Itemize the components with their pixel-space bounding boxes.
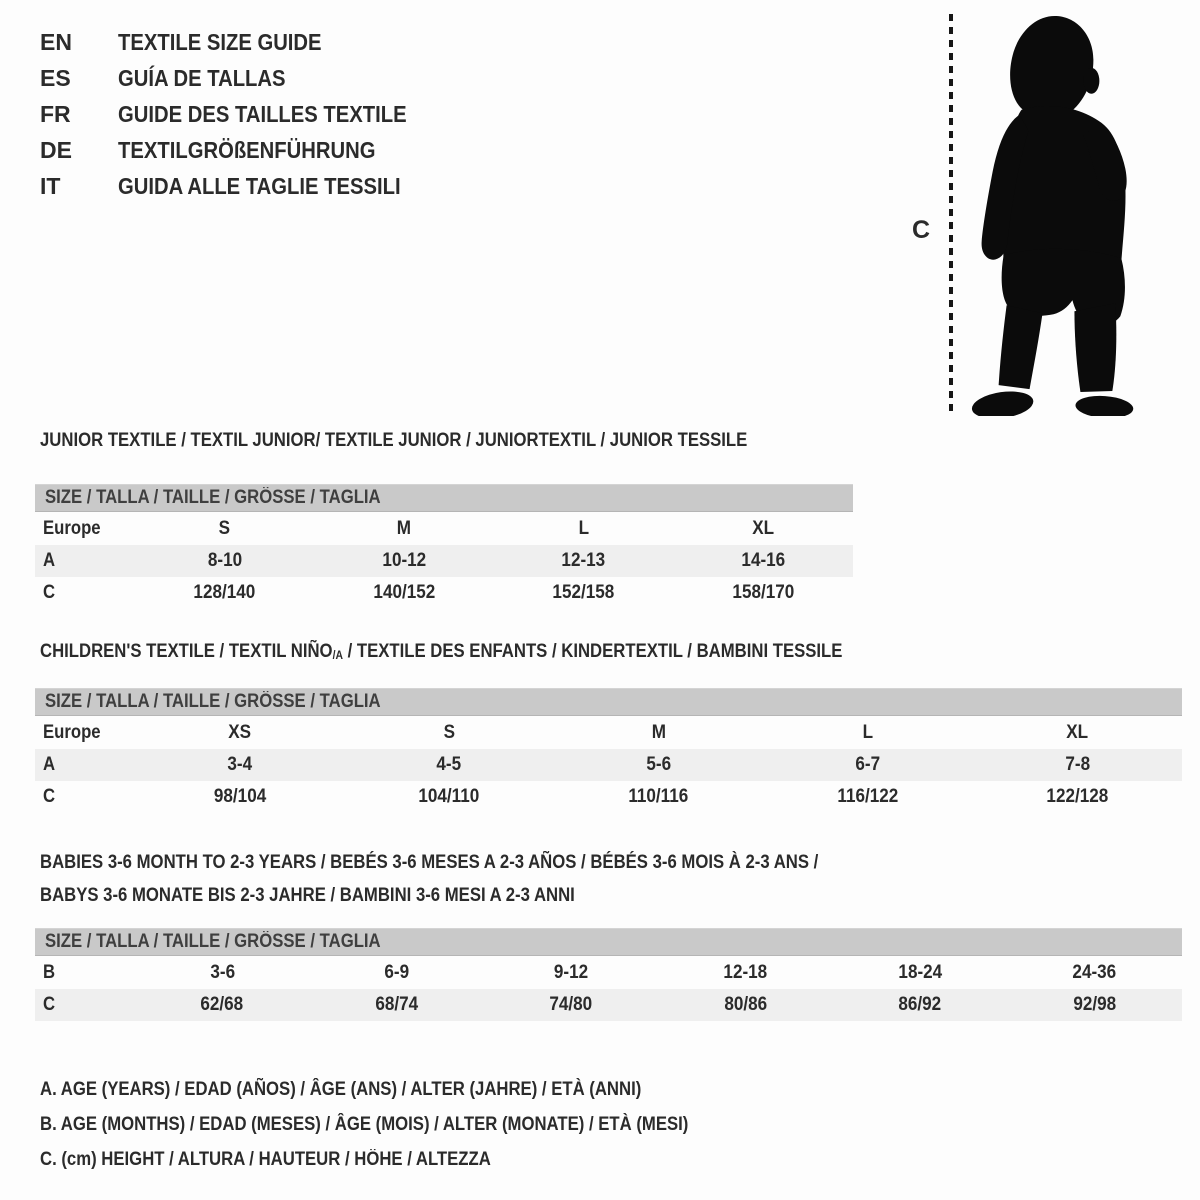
size-header-text: SIZE / TALLA / TAILLE / GRÖSSE / TAGLIA <box>45 931 381 952</box>
junior-height-row <box>35 577 853 609</box>
language-row-it <box>40 168 446 204</box>
guide-title-es: GUÍA DE TALLAS <box>118 64 286 91</box>
age-value: 14-16 <box>741 550 786 571</box>
size-column-xl: XL <box>1066 721 1089 743</box>
language-row-fr <box>40 96 446 132</box>
size-header-text: SIZE / TALLA / TAILLE / GRÖSSE / TAGLIA <box>45 487 381 508</box>
age-value: 7-8 <box>1064 754 1090 775</box>
children-title-part2: / TEXTILE DES ENFANTS / KINDERTEXTIL / BAMBINI TESSILE <box>342 641 843 662</box>
height-value: 140/152 <box>373 582 436 603</box>
age-value: 10-12 <box>382 550 427 571</box>
junior-age-row <box>35 545 853 577</box>
months-value: 9-12 <box>554 961 589 983</box>
junior-size-header-bar <box>35 484 853 512</box>
language-row-es <box>40 60 446 96</box>
language-row-de <box>40 132 446 168</box>
babies-title-line2: BABYS 3-6 MONATE BIS 2-3 JAHRE / BAMBINI 3-6 MESI A 2-3 ANNI <box>40 885 575 906</box>
children-size-header-bar <box>35 688 1182 716</box>
language-code: ES <box>40 64 71 91</box>
legend-line-c: C. (cm) HEIGHT / ALTURA / HAUTEUR / HÖHE / ALTEZZA <box>40 1148 491 1170</box>
row-label-a: A <box>43 754 56 775</box>
size-column-xl: XL <box>752 517 775 539</box>
height-value: 98/104 <box>213 786 266 807</box>
language-row-en <box>40 24 446 60</box>
measurement-legend <box>40 1072 777 1177</box>
age-value: 6-7 <box>855 754 881 775</box>
size-column-m: M <box>397 517 412 539</box>
months-value: 18-24 <box>898 961 943 983</box>
months-value: 12-18 <box>723 961 768 983</box>
children-size-table <box>35 688 1182 813</box>
height-value: 116/122 <box>837 786 899 807</box>
height-value: 110/116 <box>628 786 689 807</box>
children-columns-row <box>35 716 1182 749</box>
age-value: 3-4 <box>227 754 253 775</box>
children-title-part1: CHILDREN'S TEXTILE / TEXTIL NIÑO <box>40 641 333 662</box>
guide-title-de: TEXTILGRÖßENFÜHRUNG <box>118 136 376 163</box>
size-column-s: S <box>219 517 231 539</box>
row-label-a: A <box>43 550 56 571</box>
language-code: DE <box>40 136 72 163</box>
months-value: 3-6 <box>209 961 235 983</box>
age-value: 5-6 <box>646 754 671 775</box>
junior-columns-row <box>35 512 853 545</box>
children-title-sub: /A <box>332 649 343 663</box>
size-column-l: L <box>862 721 874 743</box>
size-column-xs: XS <box>228 721 252 743</box>
height-value: 74/80 <box>549 994 593 1015</box>
row-label-c: C <box>43 994 56 1015</box>
height-measure-dashed-line <box>949 14 953 416</box>
language-code: EN <box>40 28 72 55</box>
size-header-text: SIZE / TALLA / TAILLE / GRÖSSE / TAGLIA <box>45 691 381 712</box>
guide-title-it: GUIDA ALLE TAGLIE TESSILI <box>118 172 401 199</box>
height-value: 68/74 <box>375 994 419 1015</box>
row-label-c: C <box>43 582 56 603</box>
junior-section-title-text: JUNIOR TEXTILE / TEXTIL JUNIOR/ TEXTILE JUNIOR / JUNIORTEXTIL / JUNIOR TESSILE <box>40 430 748 451</box>
legend-line-b: B. AGE (MONTHS) / EDAD (MESES) / ÂGE (MOIS) / ALTER (MONATE) / ETÀ (MESI) <box>40 1113 689 1135</box>
height-value: 80/86 <box>724 994 768 1015</box>
guide-title-fr: GUIDE DES TAILLES TEXTILE <box>118 100 407 127</box>
height-value: 122/128 <box>1046 786 1109 807</box>
height-measure-label: C <box>912 216 931 244</box>
babies-size-table <box>35 928 1182 1021</box>
height-value: 152/158 <box>552 582 615 603</box>
children-section-title <box>40 641 952 667</box>
size-column-m: M <box>651 721 666 743</box>
months-value: 24-36 <box>1072 961 1117 983</box>
children-height-row <box>35 781 1182 813</box>
language-title-list <box>40 24 446 204</box>
language-code: FR <box>40 100 71 127</box>
height-value: 128/140 <box>193 582 256 603</box>
guide-title-en: TEXTILE SIZE GUIDE <box>118 28 322 55</box>
legend-line-a: A. AGE (YEARS) / EDAD (AÑOS) / ÂGE (ANS) / ALTER (JAHRE) / ETÀ (ANNI) <box>40 1078 642 1100</box>
height-value: 86/92 <box>898 994 942 1015</box>
region-label: Europe <box>43 517 101 539</box>
height-value: 92/98 <box>1073 994 1117 1015</box>
babies-title-line1: BABIES 3-6 MONTH TO 2-3 YEARS / BEBÉS 3-6 MESES A 2-3 AÑOS / BÉBÉS 3-6 MOIS À 2-3 ANS / <box>40 852 819 873</box>
babies-months-row <box>35 956 1182 989</box>
children-age-row <box>35 749 1182 781</box>
row-label-b: B <box>43 961 56 983</box>
months-value: 6-9 <box>384 961 410 983</box>
language-code: IT <box>40 172 61 199</box>
region-label: Europe <box>43 721 101 743</box>
size-column-l: L <box>578 517 589 539</box>
size-column-s: S <box>443 721 455 743</box>
age-value: 12-13 <box>561 550 606 571</box>
junior-size-table <box>35 484 853 609</box>
row-label-c: C <box>43 786 56 807</box>
junior-section-title <box>40 430 844 452</box>
baby-silhouette-icon <box>962 12 1140 416</box>
age-value: 8-10 <box>207 550 242 571</box>
height-value: 104/110 <box>418 786 480 807</box>
age-value: 4-5 <box>436 754 462 775</box>
height-value: 158/170 <box>732 582 795 603</box>
babies-size-header-bar <box>35 928 1182 956</box>
height-value: 62/68 <box>200 994 244 1015</box>
babies-height-row <box>35 989 1182 1021</box>
babies-section-title <box>40 846 924 912</box>
